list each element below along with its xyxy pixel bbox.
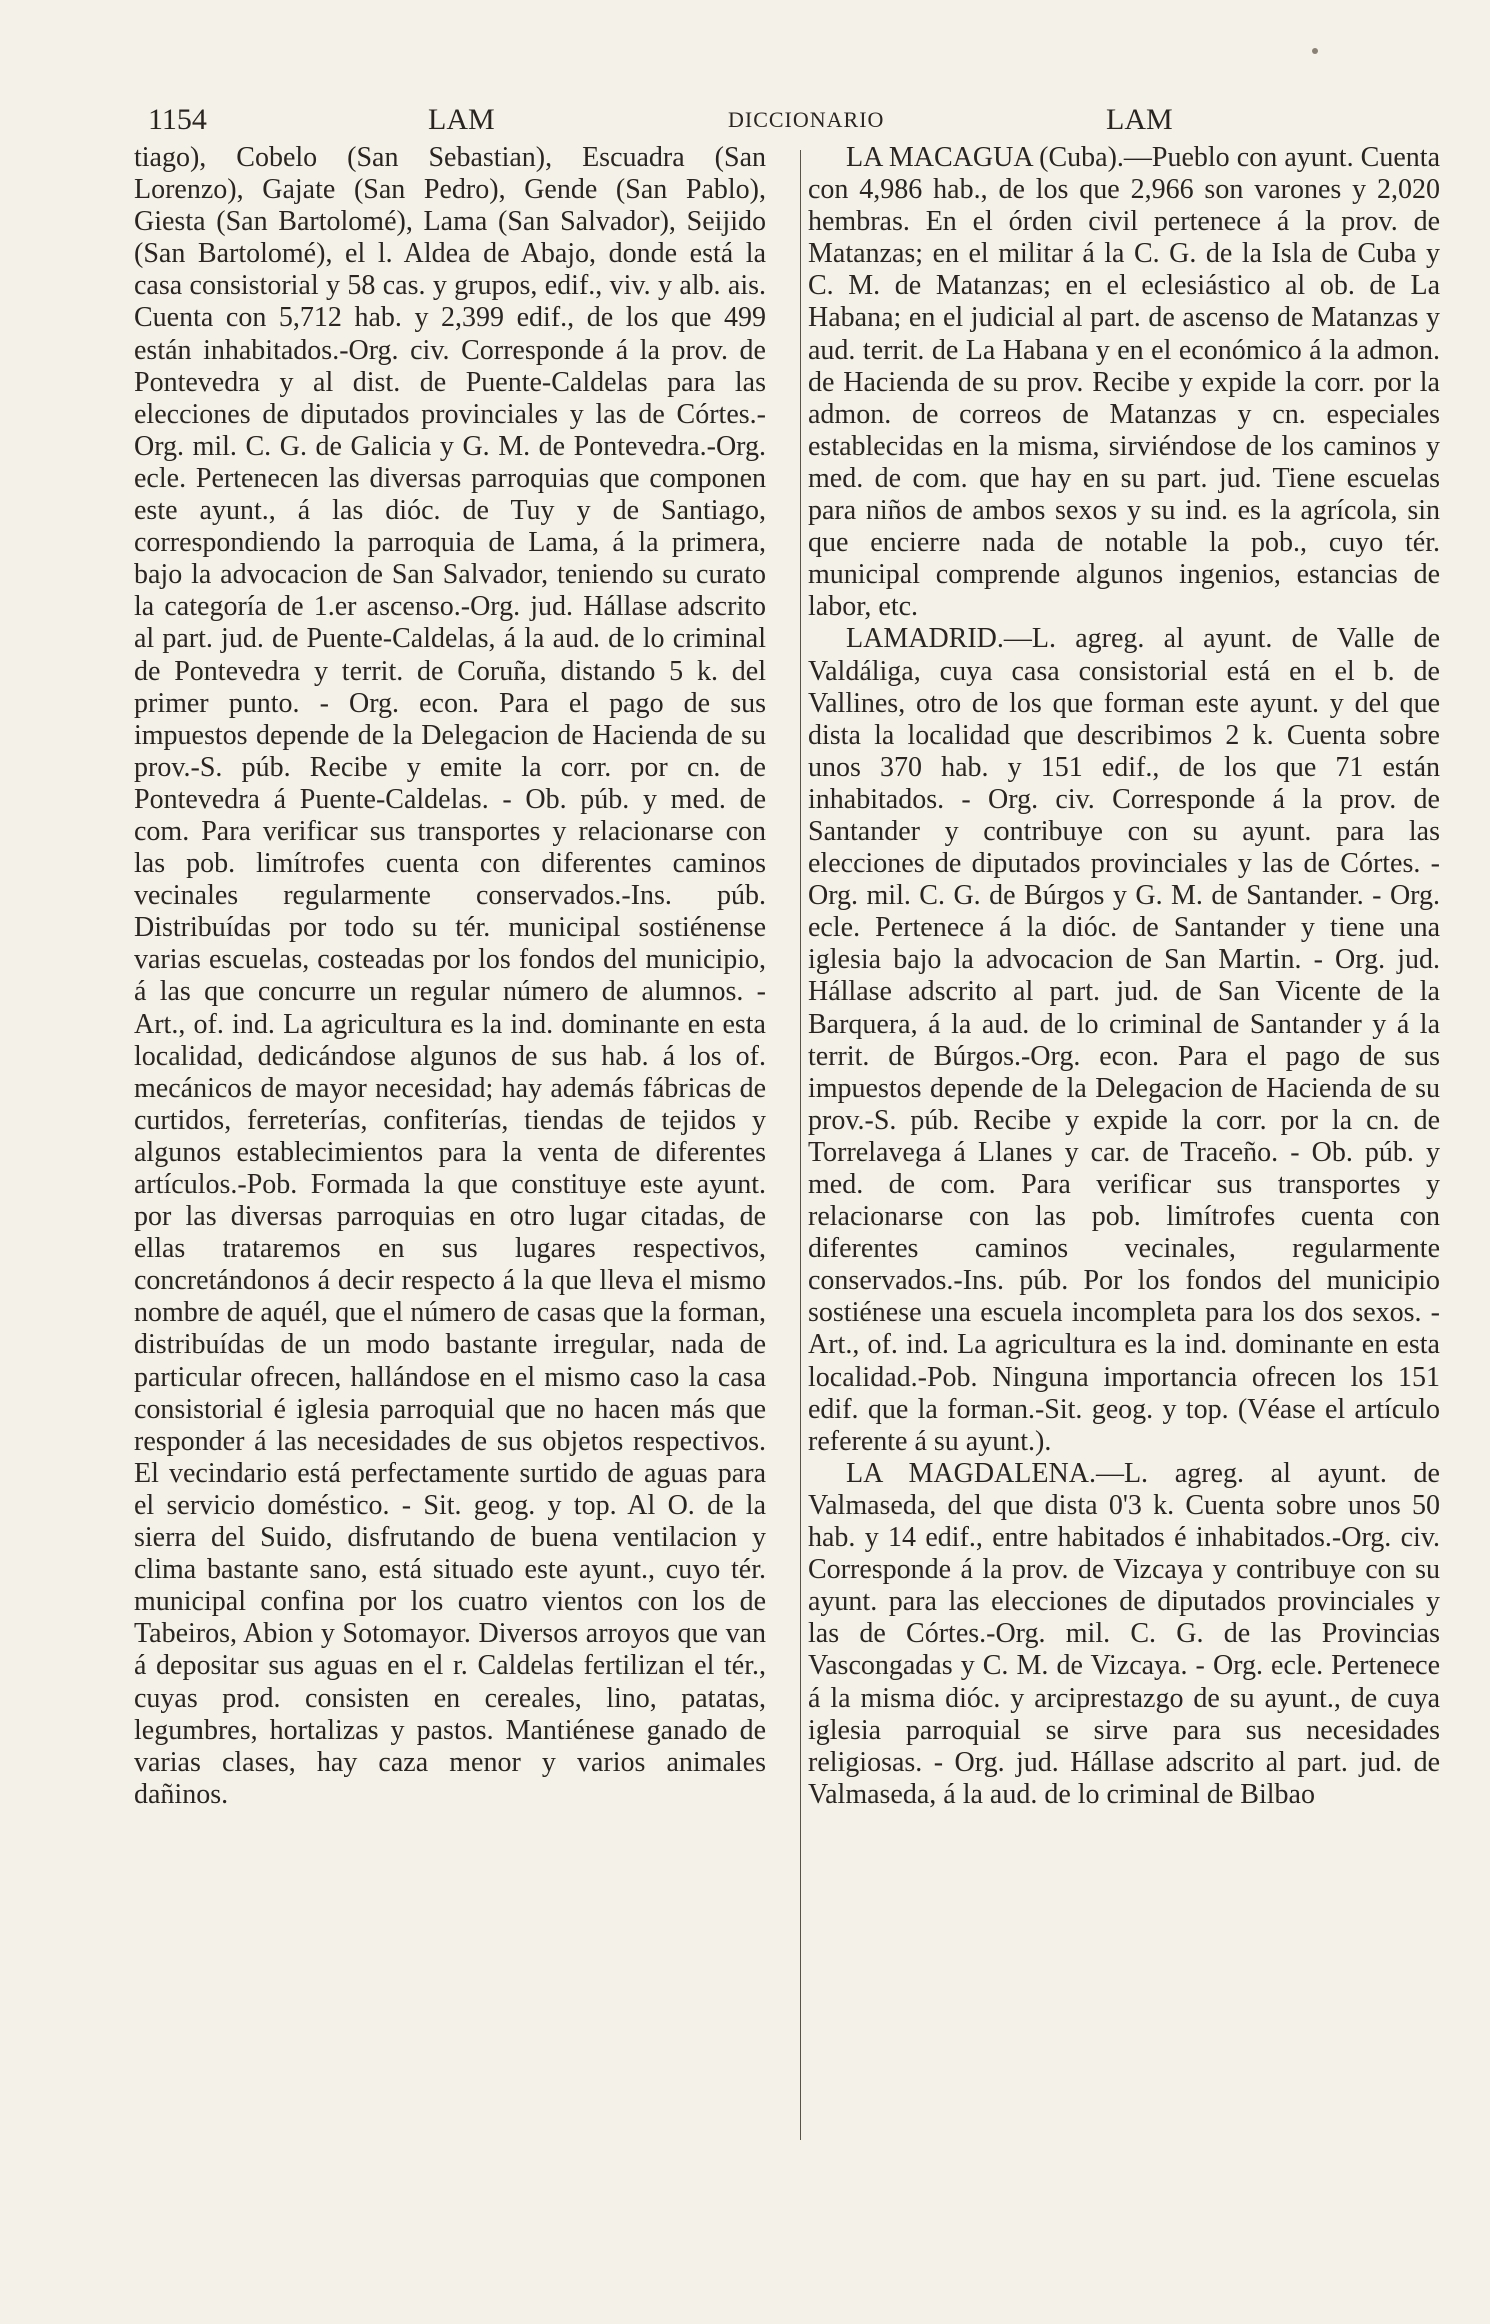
entry-lama-continuation: tiago), Cobelo (San Sebastian), Escuadra (San Lorenzo), Gajate (San Pedro), Gende (San Pablo), Giesta (San Bartolomé), Lama (San Salvador), Seijido (San Bartolomé), el l. Aldea de Abajo, donde está la casa consistorial y 58 cas. y grupos, edif., viv. y alb. ais. Cuenta con 5,712 hab. y 2,399 edif., de los que 499 están inhabitados.-Org. civ. Corresponde á la prov. de Pontevedra y al dist. de Puente-Caldelas para las elecciones de diputados provinciales y las de Córtes.-Org. mil. C. G. de Galicia y G. M. de Pontevedra.-Org. ecle. Pertenecen las diversas parroquias que componen este ayunt., á las dióc. de Tuy y de Santiago, correspondiendo la parroquia de Lama, á la primera, bajo la advocacion de San Salvador, teniendo su curato la categoría de 1.er ascenso.-Org. jud. Hállase adscrito al part. jud. de Puente-Caldelas, á la aud. de lo criminal de Pontevedra y territ. de Coruña, distando 5 k. del primer punto. - Org. econ. Para el pago de sus impuestos depende de la Delegacion de Hacienda de su prov.-S. púb. Recibe y emite la corr. por cn. de Pontevedra á Puente-Caldelas. - Ob. púb. y med. de com. Para verificar sus transportes y relacionarse con las pob. limítrofes cuenta con diferentes caminos vecinales regularmente conservados.-Ins. púb. Distribuídas por todo su tér. municipal sostiénense varias escuelas, costeadas por los fondos del municipio, á las que concurre un regular número de alumnos. - Art., of. ind. La agricultura es la ind. dominante en esta localidad, dedicándose algunos de sus hab. á los of. mecánicos de mayor necesidad; hay además fábricas de curtidos, ferreterías, confiterías, tiendas de tejidos y algunos establecimientos para la venta de diferentes artículos.-Pob. Formada la que constituye este ayunt. por las diversas parroquias en otro lugar citadas, de ellas trataremos en sus lugares respectivos, concretándonos á decir respecto á la que lleva el mismo nombre de aquél, que el número de casas que la forman, distribuídas de un modo bastante irregular, nada de particular ofrecen, hallándose en el mismo caso la casa consistorial é iglesia parroquial que no hacen más que responder á las necesidades de sus objetos respectivos. El vecindario está perfectamente surtido de aguas para el servicio doméstico. - Sit. geog. y top. Al O. de la sierra del Suido, disfrutando de buena ventilacion y clima bastante sano, está situado este ayunt., cuyo tér. municipal confina por los cuatro vientos con los de Tabeiros, Abion y Sotomayor. Diversos arroyos que van á depositar sus aguas en el r. Caldelas fertilizan el tér., cuyas prod. consisten en cereales, lino, patatas, legumbres, hortalizas y pastos. Mantiénese ganado de varias clases, hay caza menor y varios animales dañinos. xyxy=(134,142,766,1810)
dictionary-title: DICCIONARIO xyxy=(728,107,885,132)
ink-dot xyxy=(1312,48,1318,54)
right-running-head: LAM xyxy=(1106,103,1173,136)
right-column xyxy=(808,142,1440,1811)
page-number: 1154 xyxy=(148,103,207,136)
entry-lamadrid: LAMADRID.—L. agreg. al ayunt. de Valle de Valdáliga, cuya casa consistorial está en el b. de Vallines, otro de los que forman este ayunt. y del que dista la localidad que describimos 2 k. Cuenta sobre unos 370 hab. y 151 edif., de los que 71 están inhabitados. - Org. civ. Corresponde á la prov. de Santander y contribuye con su ayunt. para las elecciones de diputados provinciales y las de Córtes. - Org. mil. C. G. de Búrgos y G. M. de Santander. - Org. ecle. Pertenece á la dióc. de Santander y tiene una iglesia bajo la advocacion de San Martin. - Org. jud. Hállase adscrito al part. jud. de San Vicente de la Barquera, á la aud. de lo criminal de Santander y á la territ. de Búrgos.-Org. econ. Para el pago de sus impuestos depende de la Delegacion de Hacienda de su prov.-S. púb. Recibe y expide la corr. por la cn. de Torrelavega á Llanes y car. de Traceño. - Ob. púb. y med. de com. Para verificar sus transportes y relacionarse con las pob. limítrofes cuenta con diferentes caminos vecinales, regularmente conservados.-Ins. púb. Por los fondos del municipio sostiénese una escuela incompleta para los dos sexos. - Art., of. ind. La agricultura es la ind. dominante en esta localidad.-Pob. Ninguna importancia ofrecen los 151 edif. que la forman.-Sit. geog. y top. (Véase el artículo referente á su ayunt.). xyxy=(808,623,1440,1457)
left-column xyxy=(134,142,766,1811)
left-running-head: LAM xyxy=(428,103,495,136)
entry-la-magdalena: LA MAGDALENA.—L. agreg. al ayunt. de Valmaseda, del que dista 0'3 k. Cuenta sobre unos 50 hab. y 14 edif., entre habitados é inhabitados.-Org. civ. Corresponde á la prov. de Vizcaya y contribuye con su ayunt. para las elecciones de diputados provinciales y las de Córtes.-Org. mil. C. G. de las Provincias Vascongadas y C. M. de Vizcaya. - Org. ecle. Pertenece á la misma dióc. y arciprestazgo de su ayunt., de cuya iglesia parroquial se sirve para sus necesidades religiosas. - Org. jud. Hállase adscrito al part. jud. de Valmaseda, á la aud. de lo criminal de Bilbao xyxy=(808,1457,1440,1810)
page-header xyxy=(148,100,1438,140)
column-divider xyxy=(800,150,801,2140)
entry-la-macagua: LA MACAGUA (Cuba).—Pueblo con ayunt. Cuenta con 4,986 hab., de los que 2,966 son varones y 2,020 hembras. En el órden civil pertenece á la prov. de Matanzas; en el militar á la C. G. de la Isla de Cuba y C. M. de Matanzas; en el eclesiástico al ob. de La Habana; en el judicial al part. de ascenso de Matanzas y aud. territ. de La Habana y en el económico á la admon. de Hacienda de su prov. Recibe y expide la corr. por la admon. de correos de Matanzas y cn. especiales establecidas en la misma, sirviéndose de los caminos y med. de com. que hay en su part. jud. Tiene escuelas para niños de ambos sexos y su ind. es la agrícola, sin que encierre nada de notable la pob., cuyo tér. municipal comprende algunos ingenios, estancias de labor, etc. xyxy=(808,142,1440,623)
